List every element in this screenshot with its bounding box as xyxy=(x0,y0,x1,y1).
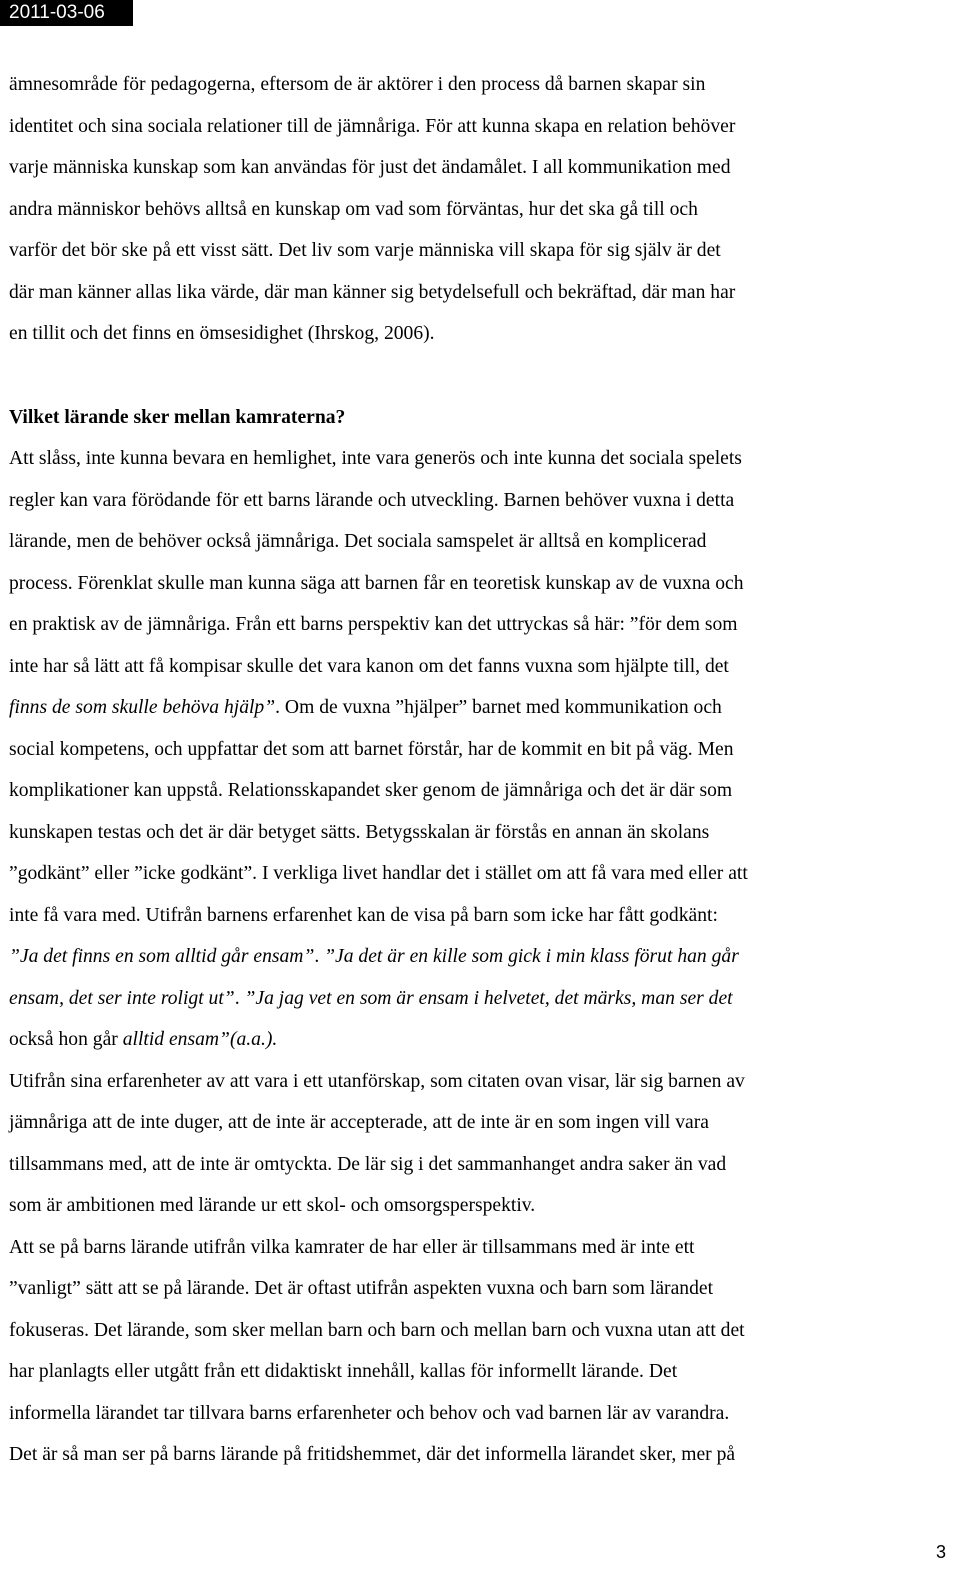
italic-quote: ”Ja jag vet en som är ensam i helvetet, det märks, man ser det xyxy=(244,987,733,1009)
text-line xyxy=(9,895,954,937)
text-line xyxy=(9,64,954,106)
text-line xyxy=(9,770,954,812)
text-line xyxy=(9,521,954,563)
text-segment: inte få vara med. Utifrån barnens erfarenhet kan de visa på barn som icke har fått godkänt: xyxy=(9,904,718,926)
text-segment: lärande, men de behöver också jämnåriga. Det sociala samspelet är alltså en komplicerad xyxy=(9,531,707,552)
text-line xyxy=(9,687,954,729)
text-segment: också hon går xyxy=(9,1029,123,1050)
text-segment: Att slåss, inte kunna bevara en hemlighet, inte vara generös och inte kunna det sociala spelets xyxy=(9,448,742,469)
text-segment: en praktisk av de jämnåriga. Från ett barns perspektiv kan det uttryckas så här: ”för dem som xyxy=(9,614,738,635)
text-segment: andra människor behövs alltså en kunskap om vad som förväntas, hur det ska gå till och xyxy=(9,198,698,220)
text-line xyxy=(9,272,954,314)
italic-quote: ensam, det ser inte roligt ut” xyxy=(9,987,235,1009)
text-line xyxy=(9,646,954,688)
text-segment: informella lärandet tar tillvara barns erfarenheter och behov och vad barnen lär av varandra. xyxy=(9,1402,730,1424)
text-segment: social kompetens, och uppfattar det som att barnet förstår, har de kommit en bit på väg. Men xyxy=(9,738,734,760)
text-segment: identitet och sina sociala relationer till de jämnåriga. För att kunna skapa en relation behöver xyxy=(9,115,736,137)
text-line xyxy=(9,1434,954,1476)
section-heading xyxy=(9,397,954,439)
text-segment: som är ambitionen med lärande ur ett skol- och omsorgsperspektiv. xyxy=(9,1195,536,1216)
text-segment: en tillit och det finns en ömsesidighet (Ihrskog, 2006). xyxy=(9,323,435,344)
text-line xyxy=(9,978,954,1020)
text-line xyxy=(9,1227,954,1269)
text-line xyxy=(9,189,954,231)
text-segment: tillsammans med, att de inte är omtyckta. De lär sig i det sammanhanget andra saker än vad xyxy=(9,1153,727,1175)
text-segment: varför det bör ske på ett visst sätt. Det liv som varje människa vill skapa för sig själv är det xyxy=(9,240,721,261)
text-segment: Vilket lärande sker mellan kamraterna? xyxy=(9,406,346,428)
text-segment: inte har så lätt att få kompisar skulle det vara kanon om det fanns vuxna som hjälpte till, det xyxy=(9,655,729,677)
text-segment: . xyxy=(314,946,325,967)
text-segment: regler kan vara förödande för ett barns lärande och utveckling. Barnen behöver vuxna i detta xyxy=(9,489,735,511)
text-line xyxy=(9,480,954,522)
italic-quote: alltid ensam”(a.a.). xyxy=(122,1029,278,1050)
text-segment: . Om de vuxna ”hjälper” barnet med kommunikation och xyxy=(275,697,722,718)
text-segment: Utifrån sina erfarenheter av att vara i ett utanförskap, som citaten ovan visar, lär sig barnen av xyxy=(9,1070,745,1092)
text-line xyxy=(9,1019,954,1061)
text-line xyxy=(9,1144,954,1186)
text-segment: Det är så man ser på barns lärande på fritidshemmet, där det informella lärandet sker, mer på xyxy=(9,1444,736,1465)
text-line xyxy=(9,936,954,978)
text-segment: har planlagts eller utgått från ett didaktiskt innehåll, kallas för informellt lärande. Det xyxy=(9,1361,678,1382)
text-line xyxy=(9,1102,954,1144)
text-line xyxy=(9,1061,954,1103)
text-line xyxy=(9,1268,954,1310)
text-segment: fokuseras. Det lärande, som sker mellan barn och barn och mellan barn och vuxna utan att det xyxy=(9,1319,745,1341)
paragraph-gap xyxy=(9,355,954,397)
text-segment: ”godkänt” eller ”icke godkänt”. I verkliga livet handlar det i stället om att få vara med eller att xyxy=(9,863,748,884)
text-segment: ”vanligt” sätt att se på lärande. Det är oftast utifrån aspekten vuxna och barn som lärandet xyxy=(9,1278,714,1299)
text-line xyxy=(9,313,954,355)
text-segment: . xyxy=(234,987,245,1009)
text-line xyxy=(9,1310,954,1352)
text-segment: jämnåriga att de inte duger, att de inte är accepterade, att de inte är en som ingen vill vara xyxy=(9,1112,709,1133)
text-line xyxy=(9,812,954,854)
text-line xyxy=(9,729,954,771)
document-body xyxy=(9,64,954,1476)
text-segment: där man känner allas lika värde, där man känner sig betydelsefull och bekräftad, där man har xyxy=(9,281,736,303)
text-line xyxy=(9,853,954,895)
text-line xyxy=(9,230,954,272)
text-segment: Att se på barns lärande utifrån vilka kamrater de har eller är tillsammans med är inte ett xyxy=(9,1236,695,1258)
text-segment: kunskapen testas och det är där betyget sätts. Betygsskalan är förstås en annan än skolans xyxy=(9,821,710,843)
text-line xyxy=(9,604,954,646)
text-segment: ämnesområde för pedagogerna, eftersom de är aktörer i den process då barnen skapar sin xyxy=(9,74,706,95)
italic-quote: ”Ja det är en kille som gick i min klass förut han går xyxy=(324,946,739,967)
text-line xyxy=(9,147,954,189)
text-line xyxy=(9,106,954,148)
page-number: 3 xyxy=(935,1542,946,1562)
text-line xyxy=(9,563,954,605)
header-date: 2011-03-06 xyxy=(0,0,133,26)
text-line xyxy=(9,1351,954,1393)
text-line xyxy=(9,438,954,480)
text-segment: process. Förenklat skulle man kunna säga att barnen får en teoretisk kunskap av de vuxna och xyxy=(9,572,744,594)
text-line xyxy=(9,1393,954,1435)
text-segment: varje människa kunskap som kan användas för just det ändamålet. I all kommunikation med xyxy=(9,157,731,178)
italic-quote: finns de som skulle behöva hjälp” xyxy=(9,697,276,718)
italic-quote: ”Ja det finns en som alltid går ensam” xyxy=(9,946,315,967)
text-segment: komplikationer kan uppstå. Relationsskapandet sker genom de jämnåriga och det är där som xyxy=(9,780,733,801)
text-line xyxy=(9,1185,954,1227)
